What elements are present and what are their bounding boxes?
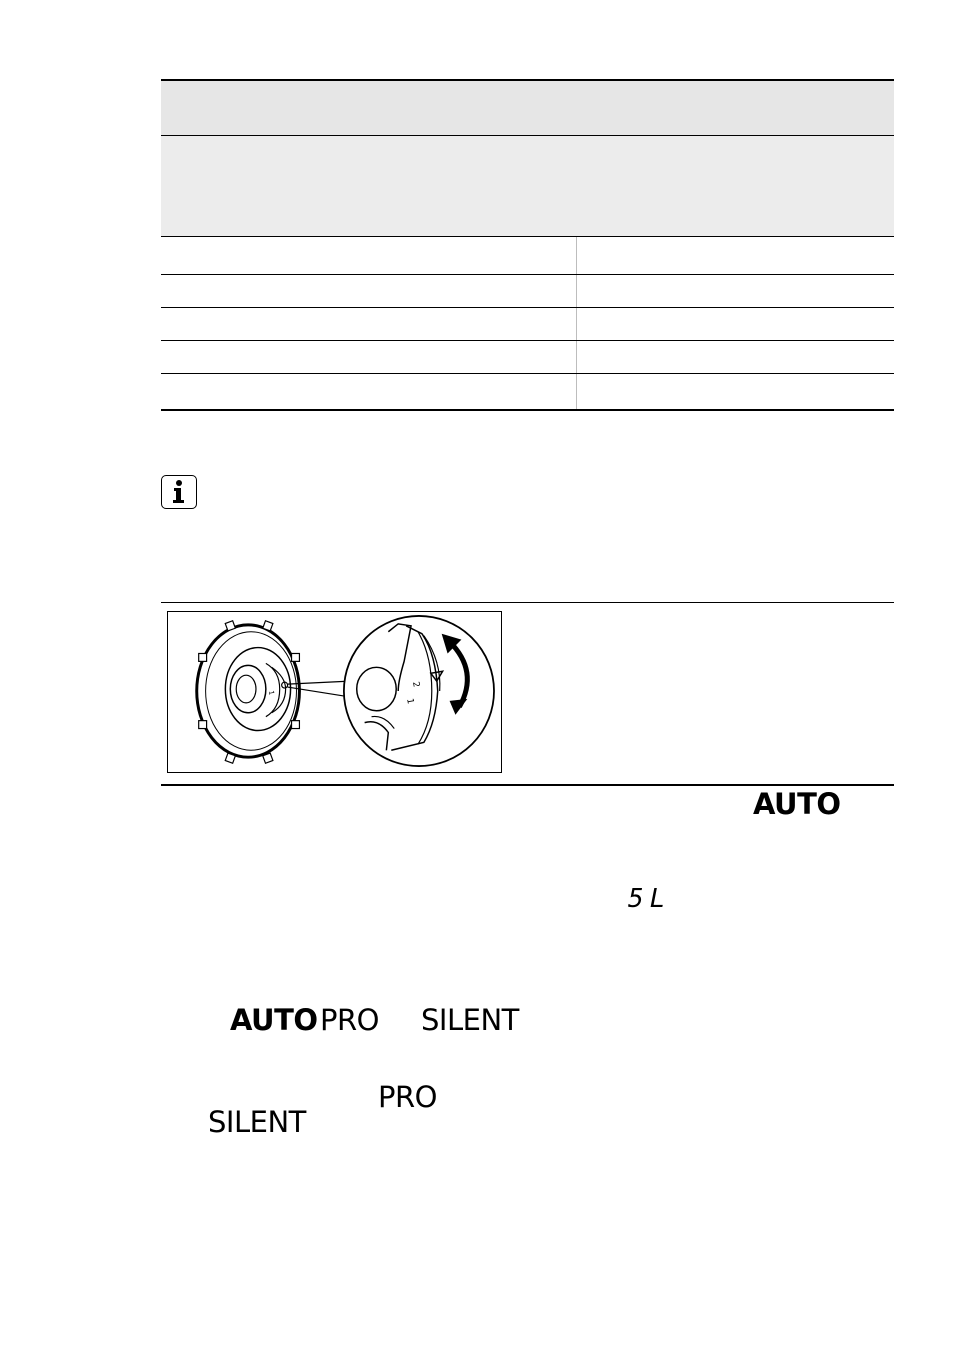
table-row (161, 274, 894, 307)
pro-label: PRO (378, 1080, 437, 1114)
column-divider (576, 308, 577, 340)
auto-label: AUTO (230, 1003, 318, 1037)
water-hardness-dial-illustration (167, 611, 502, 773)
table-row (161, 307, 894, 340)
column-divider (576, 341, 577, 373)
table-row (161, 373, 894, 411)
table-header-row (161, 79, 894, 135)
dial-mark: 1 (404, 697, 415, 706)
info-icon (161, 475, 197, 509)
pro-label: PRO (320, 1003, 379, 1037)
auto-label: AUTO (753, 787, 841, 821)
figure-bottom-rule (161, 784, 894, 786)
dial-mark: 1 (266, 689, 276, 696)
silent-label: SILENT (208, 1105, 306, 1139)
segment-display-code: 5L (628, 884, 672, 914)
figure-top-rule (161, 602, 894, 603)
column-divider (576, 374, 577, 409)
table-row (161, 236, 894, 274)
column-divider (576, 237, 577, 274)
table-row (161, 340, 894, 373)
silent-label: SILENT (421, 1003, 519, 1037)
dial-illustration-svg (168, 612, 501, 772)
column-divider (576, 275, 577, 307)
table-row (161, 135, 894, 236)
settings-table (161, 79, 894, 411)
dial-mark: 2 (410, 680, 421, 689)
